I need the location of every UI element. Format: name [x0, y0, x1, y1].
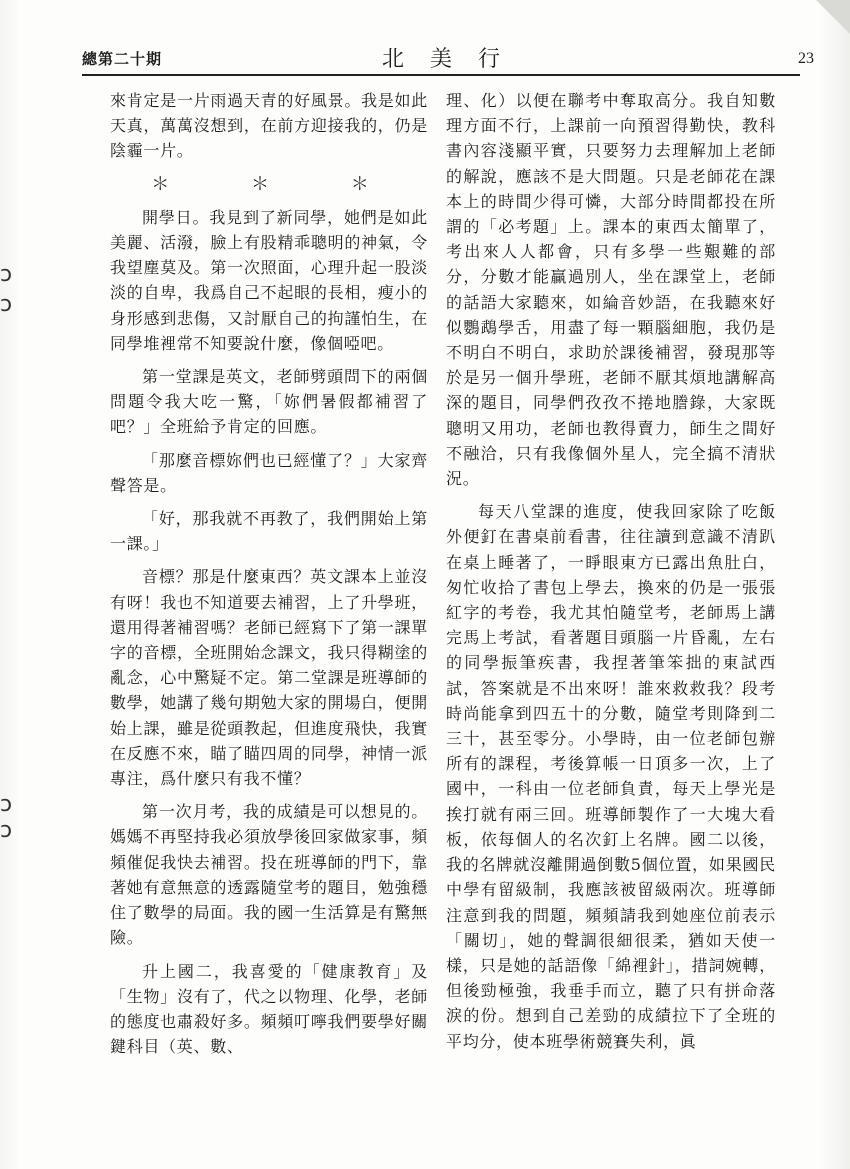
binding-hole-icon: ↄ [0, 792, 13, 817]
paragraph: 升上國二，我喜愛的「健康教育」及「生物」沒有了，代之以物理、化學，老師的態度也肅殺好多。頻頻叮嚀我們要學好關鍵科目（英、數、 [110, 961, 428, 1057]
page-header [82, 40, 814, 72]
paragraph: 理、化）以便在聯考中奪取高分。我自知數理方面不行，上課前一向預習得勤快，教科書內容淺顯平實，只要努力去理解加上老師的解說，應該不是大問題。只是老師花在課本上的時間少得可憐，大部分時間都投在所謂的「必考題」上。課本的東西太簡單了，考出來人人都會，只有多學一些艱難的部分，分數才能贏過別人，坐在課堂上，老師的話語大家聽來，如綸音妙語，在我聽來好似鸚鵡學舌，用盡了每一顆腦細胞，我仍是不明白不明白，求助於課後補習，發現那等於是另一個升學班，老師不厭其煩地講解高深的題目，同學們孜孜不捲地謄錄，大家既聰明又用功，老師也教得賣力，師生之間好不融洽，只有我像個外星人，完全搞不清狀況。 [446, 91, 776, 489]
binding-hole-icon: ↄ [0, 262, 13, 287]
right-column [446, 88, 776, 1062]
paragraph: 音標？那是什麼東西？英文課本上並沒有呀！我也不知道要去補習，上了升學班，還用得著補習嗎？老師已經寫下了第一課單字的音標，全班開始念課文，我只得糊塗的亂念，心中驚疑不定。第二堂課是班導師的數學，她講了幾句期勉大家的開場白，便開始上課，雖是從頭教起，但進度飛快，我實在反應不來，瞄了瞄四周的同學，神情一派專注，爲什麼只有我不懂？ [110, 567, 428, 789]
paragraph: 第一次月考，我的成績是可以想見的。媽媽不再堅持我必須放學後回家做家事，頻頻催促我快去補習。投在班導師的門下，靠著她有意無意的透露隨堂考的題目，勉強穩住了數學的局面。我的國一生活算是有驚無險。 [110, 802, 428, 948]
paragraph: 每天八堂課的進度，使我回家除了吃飯外便釘在書桌前看書，往往讀到意識不清趴在桌上睡著了，一睜眼東方已露出魚肚白，匆忙收拾了書包上學去，換來的仍是一張張紅字的考卷，我尤其怕隨堂考，老師馬上講完馬上考試，看著題目頭腦一片昏亂，左右的同學振筆疾書，我捏著筆笨拙的東試西試，答案就是不出來呀！誰來救救我？段考時尚能拿到四五十的分數，隨堂考則降到二三十，甚至零分。小學時，由一位老師包辦所有的課程，考後算帳一日頂多一次，上了國中，一科由一位老師負責，每天上學光是挨打就有兩三回。班導師製作了一大塊大看板，依每個人的名次釘上名牌。國二以後，我的名牌就沒離開過倒數5個位置，如果國民中學有留級制，我應該被留級兩次。班導師注意到我的問題，頻頻請我到她座位前表示「關切」，她的聲調很細很柔，猶如天使一樣，只是她的話語像「綿裡針」，措詞婉轉，但後勁極強，我垂手而立，聽了只有拼命落淚的份。想到自己差勁的成績拉下了全班的平均分，使本班學術競賽失利，眞 [446, 502, 776, 1051]
page-corner-fold [816, 0, 850, 34]
binding-hole-icon: ↄ [0, 818, 13, 843]
page-number: 23 [798, 50, 814, 67]
paragraph: 來肯定是一片雨過天青的好風景。我是如此天真，萬萬沒想到，在前方迎接我的，仍是陰霾一片。 [110, 91, 428, 161]
binding-hole-icon: ↄ [0, 292, 13, 317]
paragraph: 「那麼音標妳們也已經懂了？」大家齊聲答是。 [110, 450, 428, 495]
issue-number: 總第二十期 [82, 50, 163, 68]
paragraph: 開學日。我見到了新同學，她們是如此美麗、活潑，臉上有股精乖聰明的神氣，令我望塵莫及。第一次照面，心理升起一股淡淡的自卑，我爲自己不起眼的長相，瘦小的身形感到悲傷，又討厭自己的拘謹怕生，在同學堆裡常不知要說什麼，像個啞吧。 [110, 207, 428, 353]
paragraph: 第一堂課是英文，老師劈頭問下的兩個問題令我大吃一驚，「妳們暑假都補習了吧？」全班給予肯定的回應。 [110, 367, 428, 437]
paragraph: 「好，那我就不再教了，我們開始上第一課。」 [110, 509, 428, 554]
left-column [110, 88, 428, 1067]
magazine-title: 北美行 [382, 47, 527, 72]
header-rule [82, 74, 800, 76]
section-break: ＊ ＊ ＊ [151, 173, 407, 195]
